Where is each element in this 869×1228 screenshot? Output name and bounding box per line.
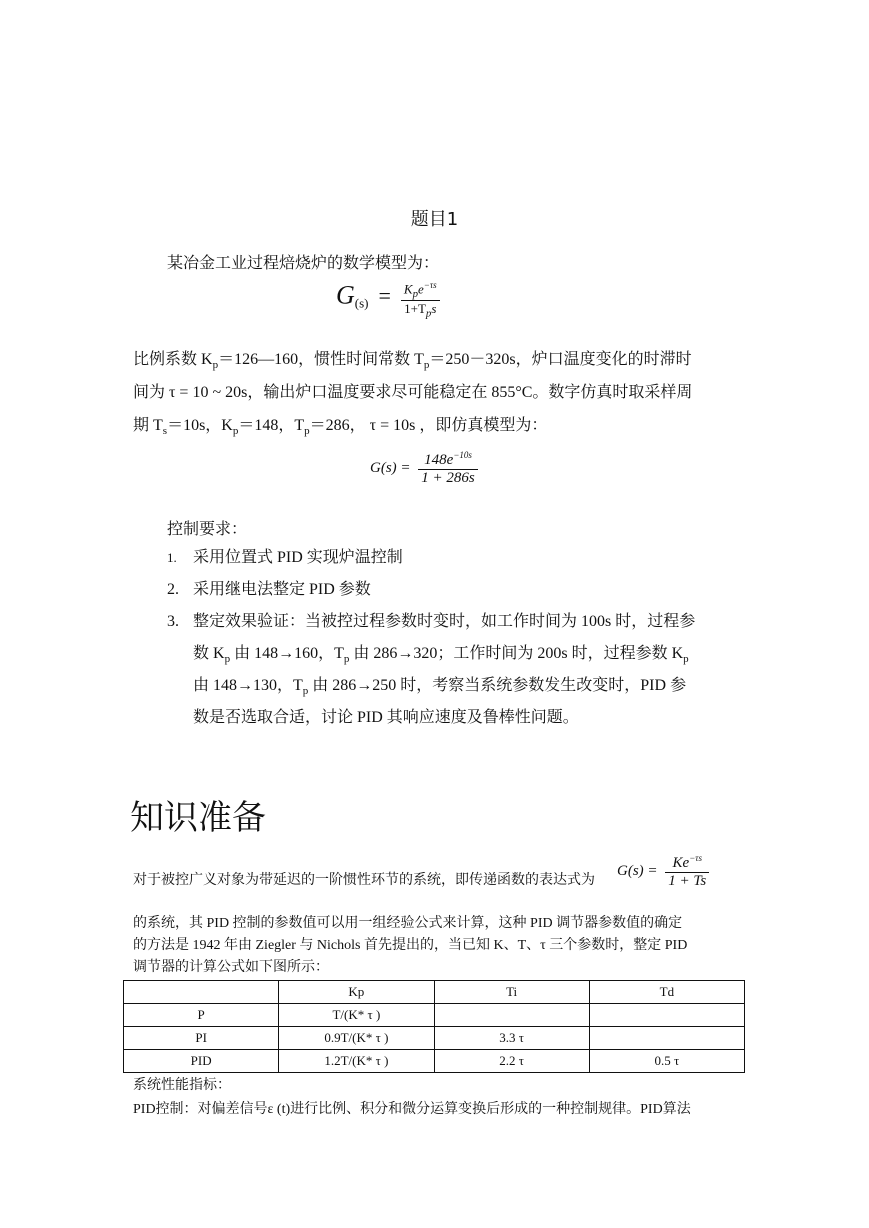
list3-line3-b: 由 286→250 时，考察当系统参数发生改变时，PID 参 <box>308 677 687 694</box>
table-header-cell: Ti <box>434 981 589 1004</box>
list3-line3-sub: p <box>302 685 309 698</box>
para1-line3-a: 期 T <box>133 417 163 434</box>
list-item-2-number: 2. <box>167 581 179 598</box>
list-item-1-number: 1. <box>167 550 177 565</box>
para1-line3-d: ＝286， τ = 10s ，即仿真模型为： <box>309 417 548 434</box>
para1-line1-sub2: p <box>423 359 430 372</box>
formula1-den-sub: p <box>425 307 432 320</box>
formula1-num-k: K <box>403 281 413 297</box>
formula1-eq: = <box>378 283 391 309</box>
knowledge-line4: 调节器的计算公式如下图所示： <box>133 960 329 975</box>
formula-simulation-model <box>370 450 478 487</box>
formula2-den: 1 + 286s <box>421 470 475 486</box>
table-cell: PI <box>124 1027 279 1050</box>
list-item-3-text: 整定效果验证：当被控过程参数时变时，如工作时间为 100s 时，过程参 <box>193 613 696 630</box>
formula1-den-a: 1+T <box>404 300 426 316</box>
formula2-lhs: G(s) = <box>370 460 411 476</box>
list3-line2-sub3: p <box>683 653 689 666</box>
para1-line1-c: ＝250－320s，炉口温度变化的时滞时 <box>429 351 692 368</box>
para1-line3-sub2: p <box>232 425 239 438</box>
intro-text: 某冶金工业过程焙烧炉的数学模型为： <box>167 255 440 272</box>
para1-line3-b: ＝10s，K <box>167 417 233 434</box>
formula1-lhs-sub: (s) <box>354 295 369 311</box>
table-row <box>124 1050 745 1073</box>
list3-line2-sub: p <box>224 653 231 666</box>
knowledge-line2: 的系统，其 PID 控制的参数值可以用一组经验公式来计算，这种 PID 调节器参数值的确定 <box>133 916 683 931</box>
list3-line2-sub2: p <box>343 653 350 666</box>
performance-label: 系统性能指标： <box>133 1078 231 1093</box>
formula1-fraction <box>401 280 440 320</box>
para1-line1-b: ＝126—160，惯性时间常数 T <box>218 351 424 368</box>
formula-model-general <box>336 280 440 320</box>
table-header-cell <box>124 981 279 1004</box>
problem-title: 题目1 <box>410 209 459 230</box>
list-item-1-text: 采用位置式 PID 实现炉温控制 <box>193 549 403 566</box>
list-item-1 <box>167 542 403 574</box>
list-item-3-line4: 数是否选取合适，讨论 PID 其响应速度及鲁棒性问题。 <box>193 709 579 726</box>
list3-line2-a: 数 K <box>193 645 225 662</box>
table-cell: 1.2T/(K* τ ) <box>279 1050 434 1073</box>
list-item-2 <box>167 574 371 606</box>
table-cell: 2.2 τ <box>434 1050 589 1073</box>
table-header-row <box>124 981 745 1004</box>
para1-line3-sub3: p <box>304 425 310 438</box>
table-cell <box>589 1004 744 1027</box>
formula3-den: 1 + Ts <box>668 873 707 889</box>
para1-line3-c: ＝148，T <box>238 417 305 434</box>
para1-line1 <box>133 344 692 381</box>
table-cell: T/(K* τ ) <box>279 1004 434 1027</box>
knowledge-line1: 对于被控广义对象为带延迟的一阶惯性环节的系统，即传递函数的表达式为 <box>133 873 595 888</box>
formula3-lhs: G(s) = <box>617 863 658 879</box>
list-item-3-number: 3. <box>167 613 179 630</box>
formula1-den-s: s <box>431 300 437 316</box>
knowledge-line3: 的方法是 1942 年由 Ziegler 与 Nichols 首先提出的，当已知 K、T、τ 三个参数时，整定 PID <box>133 938 688 953</box>
list-item-2-text: 采用继电法整定 PID 参数 <box>193 581 371 598</box>
table-cell: 0.9T/(K* τ ) <box>279 1027 434 1050</box>
formula3-num: Ke <box>672 855 690 871</box>
formula3-num-exp: −τs <box>689 853 702 863</box>
table-cell <box>434 1004 589 1027</box>
formula-transfer-function <box>617 853 709 890</box>
table-header-cell: Kp <box>279 981 434 1004</box>
formula1-num-exp: −τs <box>423 280 437 290</box>
formula2-fraction <box>418 450 477 487</box>
ziegler-nichols-table <box>123 980 745 1073</box>
control-requirements-label: 控制要求： <box>167 521 248 538</box>
list3-line3-a: 由 148→130，T <box>193 677 303 694</box>
table-cell <box>589 1027 744 1050</box>
para1-line3-sub: s <box>162 425 168 438</box>
section-heading: 知识准备 <box>130 798 266 838</box>
para1-line1-sub: p <box>212 359 219 372</box>
formula2-num: 148e <box>424 452 454 468</box>
para1-line1-a: 比例系数 K <box>133 351 213 368</box>
table-cell: 0.5 τ <box>589 1050 744 1073</box>
formula3-fraction <box>665 853 709 890</box>
table-row <box>124 1004 745 1027</box>
table-cell: PID <box>124 1050 279 1073</box>
table-row <box>124 1027 745 1050</box>
para1-line3 <box>133 410 547 447</box>
pid-description-line: PID控制：对偏差信号ε (t)进行比例、积分和微分运算变换后形成的一种控制规律。PID算法 <box>133 1102 691 1117</box>
table-header-cell: Td <box>589 981 744 1004</box>
formula2-num-exp: −10s <box>453 450 472 460</box>
formula1-num-k-sub: p <box>412 287 419 300</box>
list3-line2-b: 由 148→160，T <box>230 645 344 662</box>
para1-line2: 间为 τ = 10 ~ 20s，输出炉口温度要求尽可能稳定在 855°C。数字仿真时取采样周 <box>133 384 693 401</box>
list-item-3 <box>167 606 695 638</box>
formula1-lhs: G <box>336 280 355 310</box>
table-cell: P <box>124 1004 279 1027</box>
list3-line2-c: 由 286→320；工作时间为 200s 时，过程参数 K <box>349 645 684 662</box>
formula1-num-e: e <box>418 281 424 297</box>
table-cell: 3.3 τ <box>434 1027 589 1050</box>
